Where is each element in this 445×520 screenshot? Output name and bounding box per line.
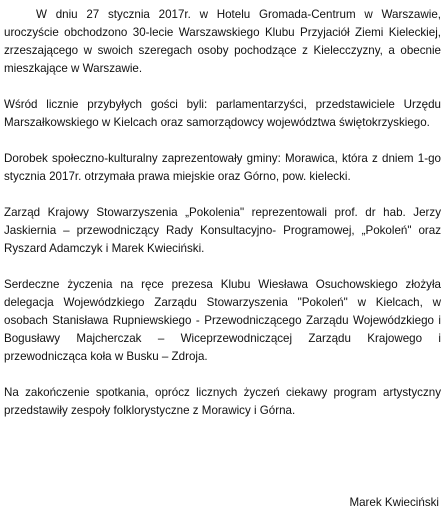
paragraph-closing: Na zakończenie spotkania, oprócz licznych życzeń ciekawy program artystyczny przedstawiły zespoły folklorystyczne z Morawicy i Górna. — [4, 386, 441, 417]
paragraph-anniversary: W dniu 27 stycznia 2017r. w Hotelu Gromada-Centrum w Warszawie, uroczyście obchodzono 30-lecie Warszawskiego Klubu Przyjaciół Ziemi Kieleckiej, zrzeszającego w swoich szeregach osoby pochodzące z Kielecczyzny, a obecnie mieszkające w Warszawie. — [4, 8, 441, 75]
paragraph-wishes: Serdeczne życzenia na ręce prezesa Klubu Wiesława Osuchowskiego złożyła delegacja Wojewódzkiego Zarządu Stowarzyszenia "Pokoleń" w Kielcach, w osobach Stanisława Rupniewskiego - Przewodniczącego Zarządu Wojewódzkiego i Bogusławy Majcherczak – Wiceprzewodniczącej Zarządu Krajowego i przewodnicząca koła w Busku – Zdroja. — [4, 278, 441, 363]
author-signature: Marek Kwieciński — [349, 496, 439, 509]
paragraph-communes: Dorobek społeczno-kulturalny zaprezentowały gminy: Morawica, która z dniem 1-go stycznia 2017r. otrzymała prawa miejskie oraz Górno, pow. kielecki. — [4, 152, 441, 183]
paragraph-national-board: Zarząd Krajowy Stowarzyszenia „Pokolenia" reprezentowali prof. dr hab. Jerzy Jaskiernia – przewodniczący Rady Konsultacyjno- Programowej, „Pokoleń" oraz Ryszard Adamczyk i Marek Kwieciński. — [4, 206, 441, 255]
paragraph-guests: Wśród licznie przybyłych gości byli: parlamentarzyści, przedstawiciele Urzędu Marszałkowskiego w Kielcach oraz samorządowcy województwa świętokrzyskiego. — [4, 98, 441, 129]
document-body — [4, 6, 441, 438]
